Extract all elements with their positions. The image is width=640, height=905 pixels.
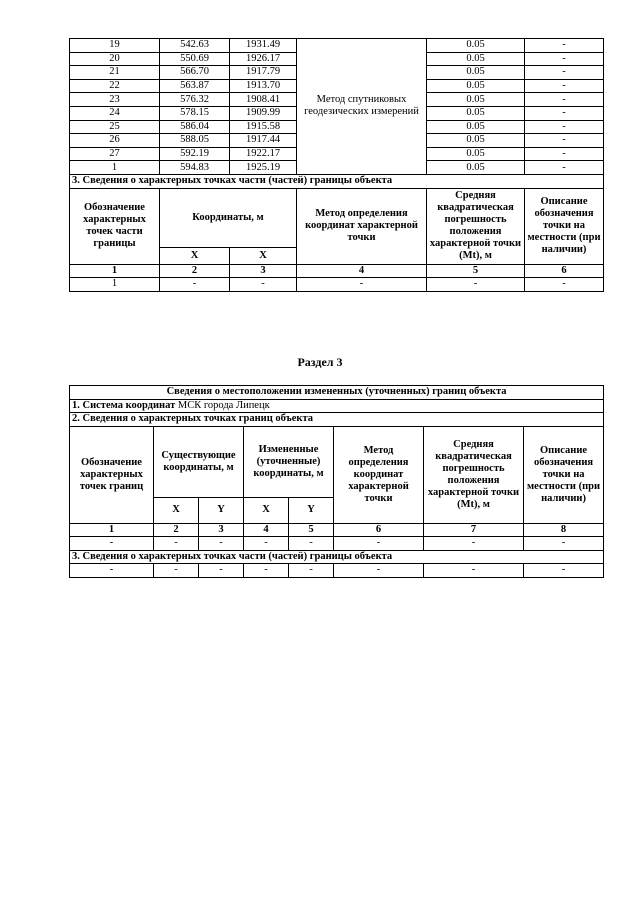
coord-system-label: 1. Система координат: [72, 399, 176, 411]
col-num: 3: [230, 264, 297, 278]
hdr-method: Метод определения координат характерной точки: [334, 426, 424, 523]
part-title-row: [70, 174, 604, 188]
col-num: 3: [199, 523, 244, 537]
cell: -: [424, 537, 524, 551]
cell: -: [525, 278, 604, 292]
point-number: 22: [70, 79, 160, 93]
cell: -: [70, 564, 154, 578]
description: -: [525, 93, 604, 107]
method-cell: Метод спутниковых геодезических измерений: [297, 39, 427, 175]
coord-y: 1917.79: [230, 66, 297, 80]
col-num: 6: [334, 523, 424, 537]
mt-value: 0.05: [427, 52, 525, 66]
point-number: 25: [70, 120, 160, 134]
hdr-method: Метод определения координат характерной точки: [297, 188, 427, 264]
col-num: 6: [525, 264, 604, 278]
cell: -: [244, 537, 289, 551]
hdr-existing: Существующие координаты, м: [154, 426, 244, 498]
mt-value: 0.05: [427, 120, 525, 134]
coord-y: 1931.49: [230, 39, 297, 53]
point-number: 24: [70, 106, 160, 120]
points-title-row: [70, 413, 604, 427]
description: -: [525, 79, 604, 93]
description: -: [525, 52, 604, 66]
cell: -: [199, 537, 244, 551]
header-row-1: [70, 188, 604, 247]
description: -: [525, 106, 604, 120]
coord-y: 1926.17: [230, 52, 297, 66]
cell: -: [334, 564, 424, 578]
column-numbers-row: [70, 523, 604, 537]
hdr-mt: Средняя квадратическая погрешность положения характерной точки (Mt), м: [427, 188, 525, 264]
coord-y: 1917.44: [230, 134, 297, 148]
coord-x: 586.04: [160, 120, 230, 134]
description: -: [525, 66, 604, 80]
hdr-mt: Средняя квадратическая погрешность положения характерной точки (Mt), м: [424, 426, 524, 523]
mt-value: 0.05: [427, 161, 525, 175]
hdr-desc: Описание обозначения точки на местности (при наличии): [525, 188, 604, 264]
mt-value: 0.05: [427, 106, 525, 120]
coord-system: [70, 399, 604, 413]
cell: -: [427, 278, 525, 292]
hdr-point: Обозначение характерных точек части границы: [70, 188, 160, 264]
cell: -: [289, 537, 334, 551]
point-number: 20: [70, 52, 160, 66]
col-num: 5: [427, 264, 525, 278]
changed-boundaries-table: [69, 385, 604, 578]
coord-x: 592.19: [160, 147, 230, 161]
cell: 1: [70, 278, 160, 292]
coord-y: 1908.41: [230, 93, 297, 107]
cell: -: [289, 564, 334, 578]
coord-x: 566.70: [160, 66, 230, 80]
point-number: 23: [70, 93, 160, 107]
section-heading: Раздел 3: [297, 355, 343, 369]
part-title: 3. Сведения о характерных точках части (частей) границы объекта: [70, 550, 604, 564]
col-num: 4: [297, 264, 427, 278]
cell: -: [297, 278, 427, 292]
hdr-coords: Координаты, м: [160, 188, 297, 247]
hdr-changed-y: Y: [289, 498, 334, 523]
coord-x: 563.87: [160, 79, 230, 93]
hdr-changed: Измененные (уточненные) координаты, м: [244, 426, 334, 498]
section-title-row: [70, 386, 604, 400]
coord-x: 578.15: [160, 106, 230, 120]
header-row-1: [70, 426, 604, 498]
section-title: Сведения о местоположении измененных (уточненных) границ объекта: [70, 386, 604, 400]
point-number: 19: [70, 39, 160, 53]
cell: -: [230, 278, 297, 292]
col-num: 5: [289, 523, 334, 537]
part-title: 3. Сведения о характерных точках части (частей) границы объекта: [70, 174, 604, 188]
point-number: 26: [70, 134, 160, 148]
cell: -: [524, 564, 604, 578]
mt-value: 0.05: [427, 66, 525, 80]
mt-value: 0.05: [427, 39, 525, 53]
coord-y: 1915.58: [230, 120, 297, 134]
cell: -: [154, 537, 199, 551]
table-row: [70, 278, 604, 292]
hdr-x: X: [160, 247, 230, 264]
col-num: 4: [244, 523, 289, 537]
coord-x: 542.63: [160, 39, 230, 53]
hdr-point: Обозначение характерных точек границ: [70, 426, 154, 523]
column-numbers-row: [70, 264, 604, 278]
point-number: 21: [70, 66, 160, 80]
description: -: [525, 134, 604, 148]
mt-value: 0.05: [427, 79, 525, 93]
col-num: 7: [424, 523, 524, 537]
hdr-existing-x: X: [154, 498, 199, 523]
table-row: [70, 537, 604, 551]
description: -: [525, 120, 604, 134]
cell: -: [154, 564, 199, 578]
coord-system-row: [70, 399, 604, 413]
coord-system-value: МСК города Липецк: [175, 399, 270, 411]
description: -: [525, 39, 604, 53]
mt-value: 0.05: [427, 134, 525, 148]
cell: -: [70, 537, 154, 551]
hdr-existing-y: Y: [199, 498, 244, 523]
cell: -: [334, 537, 424, 551]
part-title-row: [70, 550, 604, 564]
col-num: 8: [524, 523, 604, 537]
point-number: 27: [70, 147, 160, 161]
coord-x: 594.83: [160, 161, 230, 175]
coord-y: 1913.70: [230, 79, 297, 93]
points-title: 2. Сведения о характерных точках границ объекта: [70, 413, 604, 427]
table-row: [70, 39, 604, 53]
coord-y: 1922.17: [230, 147, 297, 161]
cell: -: [199, 564, 244, 578]
mt-value: 0.05: [427, 147, 525, 161]
cell: -: [424, 564, 524, 578]
coord-y: 1909.99: [230, 106, 297, 120]
mt-value: 0.05: [427, 93, 525, 107]
description: -: [525, 147, 604, 161]
coord-x: 550.69: [160, 52, 230, 66]
cell: -: [524, 537, 604, 551]
col-num: 1: [70, 523, 154, 537]
cell: -: [160, 278, 230, 292]
col-num: 2: [160, 264, 230, 278]
hdr-desc: Описание обозначения точки на местности (при наличии): [524, 426, 604, 523]
points-table-continuation: [69, 38, 604, 292]
description: -: [525, 161, 604, 175]
col-num: 1: [70, 264, 160, 278]
table-row: [70, 564, 604, 578]
cell: -: [244, 564, 289, 578]
coord-x: 576.32: [160, 93, 230, 107]
col-num: 2: [154, 523, 199, 537]
point-number: 1: [70, 161, 160, 175]
hdr-changed-x: X: [244, 498, 289, 523]
coord-y: 1925.19: [230, 161, 297, 175]
hdr-x: X: [230, 247, 297, 264]
coord-x: 588.05: [160, 134, 230, 148]
